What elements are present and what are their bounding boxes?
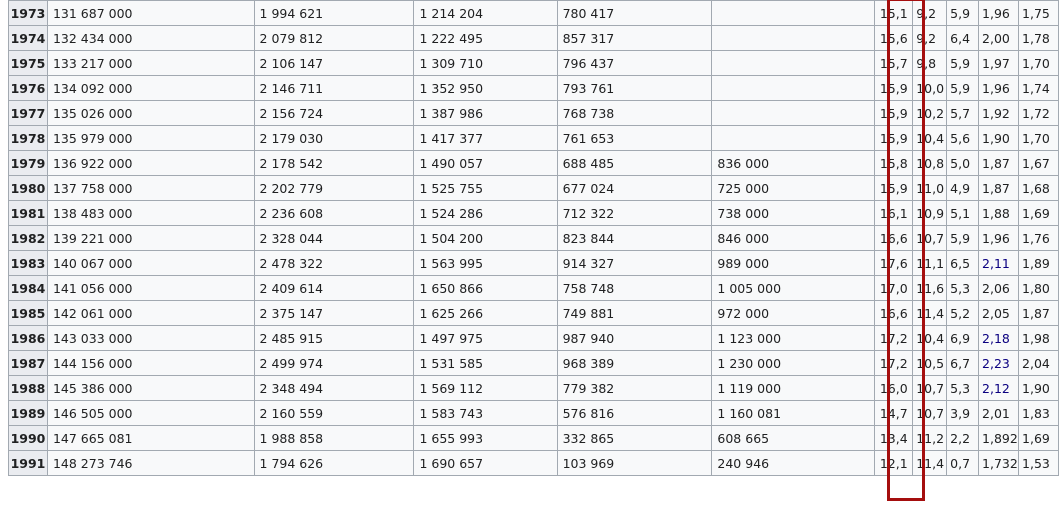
year-cell: 1989 [9,401,48,426]
death-rate-cell: 10,8 [913,151,947,176]
abortions-cell: 972 000 [712,301,875,326]
fertility-rate-cell: 1,97 [979,51,1019,76]
abortions-cell: 1 119 000 [712,376,875,401]
population-cell: 146 505 000 [47,401,254,426]
fertility-rate-extra-cell: 1,53 [1019,451,1059,476]
abortions-cell [712,101,875,126]
table-row [9,276,1059,301]
population-cell: 143 033 000 [47,326,254,351]
abortions-cell [712,51,875,76]
death-rate-cell: 9,2 [913,26,947,51]
natural-change-rate-cell: 6,5 [947,251,979,276]
fertility-rate-cell: 1,96 [979,226,1019,251]
year-cell: 1982 [9,226,48,251]
year-cell: 1984 [9,276,48,301]
natural-change-rate-cell: 5,9 [947,1,979,26]
live-births-cell: 1 794 626 [254,451,414,476]
birth-rate-cell: 16,6 [875,226,913,251]
population-cell: 139 221 000 [47,226,254,251]
fertility-rate-cell: 2,06 [979,276,1019,301]
natural-change-cell: 823 844 [557,226,712,251]
birth-rate-cell: 15,8 [875,151,913,176]
abortions-cell: 725 000 [712,176,875,201]
birth-rate-cell: 15,1 [875,1,913,26]
live-births-cell: 1 994 621 [254,1,414,26]
fertility-rate-extra-cell: 1,87 [1019,301,1059,326]
live-births-cell: 2 160 559 [254,401,414,426]
deaths-cell: 1 569 112 [414,376,557,401]
population-cell: 145 386 000 [47,376,254,401]
population-cell: 137 758 000 [47,176,254,201]
table-wrapper [8,0,1059,476]
abortions-cell: 846 000 [712,226,875,251]
table-row [9,51,1059,76]
deaths-cell: 1 214 204 [414,1,557,26]
deaths-cell: 1 655 993 [414,426,557,451]
table-row [9,26,1059,51]
death-rate-cell: 10,5 [913,351,947,376]
year-cell: 1974 [9,26,48,51]
deaths-cell: 1 524 286 [414,201,557,226]
birth-rate-cell: 15,6 [875,26,913,51]
table-row [9,101,1059,126]
fertility-rate-cell: 1,892 [979,426,1019,451]
birth-rate-cell: 15,9 [875,176,913,201]
fertility-rate-extra-cell: 1,67 [1019,151,1059,176]
table-row [9,1,1059,26]
fertility-rate-extra-cell: 1,70 [1019,51,1059,76]
fertility-rate-extra-cell: 1,75 [1019,1,1059,26]
deaths-cell: 1 352 950 [414,76,557,101]
abortions-cell [712,1,875,26]
deaths-cell: 1 504 200 [414,226,557,251]
birth-rate-cell: 13,4 [875,426,913,451]
year-cell: 1985 [9,301,48,326]
death-rate-cell: 10,7 [913,376,947,401]
live-births-cell: 2 106 147 [254,51,414,76]
natural-change-rate-cell: 3,9 [947,401,979,426]
year-cell: 1981 [9,201,48,226]
birth-rate-cell: 15,9 [875,101,913,126]
deaths-cell: 1 525 755 [414,176,557,201]
fertility-rate-cell: 1,88 [979,201,1019,226]
natural-change-cell: 688 485 [557,151,712,176]
year-cell: 1978 [9,126,48,151]
fertility-rate-cell: 1,96 [979,1,1019,26]
live-births-cell: 2 478 322 [254,251,414,276]
live-births-cell: 1 988 858 [254,426,414,451]
abortions-cell: 608 665 [712,426,875,451]
natural-change-rate-cell: 0,7 [947,451,979,476]
population-cell: 148 273 746 [47,451,254,476]
fertility-rate-cell: 1,92 [979,101,1019,126]
fertility-rate-extra-cell: 1,89 [1019,251,1059,276]
live-births-cell: 2 178 542 [254,151,414,176]
year-cell: 1977 [9,101,48,126]
fertility-rate-cell: 2,00 [979,26,1019,51]
birth-rate-cell: 16,6 [875,301,913,326]
death-rate-cell: 11,4 [913,451,947,476]
natural-change-cell: 987 940 [557,326,712,351]
fertility-rate-cell [979,351,1019,376]
natural-change-rate-cell: 5,9 [947,76,979,101]
live-births-cell: 2 499 974 [254,351,414,376]
natural-change-rate-cell: 5,2 [947,301,979,326]
demographics-table [8,0,1059,476]
natural-change-cell: 332 865 [557,426,712,451]
birth-rate-cell: 17,6 [875,251,913,276]
birth-rate-cell: 15,9 [875,126,913,151]
birth-rate-cell: 14,7 [875,401,913,426]
deaths-cell: 1 387 986 [414,101,557,126]
death-rate-cell: 10,2 [913,101,947,126]
natural-change-cell: 796 437 [557,51,712,76]
table-body [9,1,1059,476]
live-births-cell: 2 146 711 [254,76,414,101]
table-row [9,226,1059,251]
natural-change-rate-cell: 5,0 [947,151,979,176]
birth-rate-cell: 17,0 [875,276,913,301]
death-rate-cell: 11,4 [913,301,947,326]
birth-rate-cell: 15,7 [875,51,913,76]
live-births-cell: 2 236 608 [254,201,414,226]
live-births-cell: 2 079 812 [254,26,414,51]
population-cell: 141 056 000 [47,276,254,301]
fertility-rate-cell: 1,732 [979,451,1019,476]
fertility-rate-cell: 2,05 [979,301,1019,326]
table-row [9,451,1059,476]
fertility-rate-extra-cell: 1,74 [1019,76,1059,101]
table-row [9,301,1059,326]
natural-change-rate-cell: 5,3 [947,376,979,401]
population-cell: 133 217 000 [47,51,254,76]
deaths-cell: 1 563 995 [414,251,557,276]
year-cell: 1976 [9,76,48,101]
abortions-cell: 1 005 000 [712,276,875,301]
death-rate-cell: 10,9 [913,201,947,226]
fertility-rate-extra-cell: 1,69 [1019,426,1059,451]
live-births-cell: 2 485 915 [254,326,414,351]
fertility-rate-cell: 1,96 [979,76,1019,101]
live-births-cell: 2 179 030 [254,126,414,151]
birth-rate-cell: 15,9 [875,76,913,101]
table-row [9,351,1059,376]
abortions-cell [712,26,875,51]
natural-change-cell: 712 322 [557,201,712,226]
year-cell: 1973 [9,1,48,26]
deaths-cell: 1 583 743 [414,401,557,426]
abortions-cell: 1 160 081 [712,401,875,426]
fertility-rate-extra-cell: 1,78 [1019,26,1059,51]
deaths-cell: 1 531 585 [414,351,557,376]
natural-change-cell: 914 327 [557,251,712,276]
fertility-rate-cell [979,376,1019,401]
fertility-rate-extra-cell: 1,70 [1019,126,1059,151]
natural-change-rate-cell: 6,4 [947,26,979,51]
population-cell: 135 026 000 [47,101,254,126]
birth-rate-cell: 17,2 [875,351,913,376]
natural-change-cell: 780 417 [557,1,712,26]
birth-rate-cell: 17,2 [875,326,913,351]
year-cell: 1975 [9,51,48,76]
year-cell: 1979 [9,151,48,176]
table-row [9,176,1059,201]
death-rate-cell: 10,4 [913,326,947,351]
live-births-cell: 2 409 614 [254,276,414,301]
population-cell: 138 483 000 [47,201,254,226]
year-cell: 1986 [9,326,48,351]
abortions-cell: 836 000 [712,151,875,176]
fertility-rate-cell: 2,01 [979,401,1019,426]
natural-change-cell: 779 382 [557,376,712,401]
death-rate-cell: 10,7 [913,401,947,426]
deaths-cell: 1 650 866 [414,276,557,301]
fertility-rate-cell [979,251,1019,276]
year-cell: 1987 [9,351,48,376]
natural-change-cell: 968 389 [557,351,712,376]
natural-change-rate-cell: 5,9 [947,51,979,76]
population-cell: 140 067 000 [47,251,254,276]
natural-change-rate-cell: 4,9 [947,176,979,201]
natural-change-rate-cell: 5,1 [947,201,979,226]
death-rate-cell: 11,2 [913,426,947,451]
birth-rate-cell: 16,1 [875,201,913,226]
fertility-rate-extra-cell: 1,68 [1019,176,1059,201]
abortions-cell: 240 946 [712,451,875,476]
deaths-cell: 1 625 266 [414,301,557,326]
population-cell: 142 061 000 [47,301,254,326]
fertility-rate-link[interactable]: 2,12 [982,380,1010,396]
population-cell: 136 922 000 [47,151,254,176]
fertility-rate-extra-cell: 1,69 [1019,201,1059,226]
fertility-rate-extra-cell: 1,98 [1019,326,1059,351]
fertility-rate-extra-cell: 2,04 [1019,351,1059,376]
table-row [9,151,1059,176]
fertility-rate-cell: 1,90 [979,126,1019,151]
natural-change-cell: 857 317 [557,26,712,51]
live-births-cell: 2 328 044 [254,226,414,251]
death-rate-cell: 10,7 [913,226,947,251]
natural-change-cell: 768 738 [557,101,712,126]
year-cell: 1988 [9,376,48,401]
table-row [9,251,1059,276]
abortions-cell: 989 000 [712,251,875,276]
fertility-rate-cell: 1,87 [979,151,1019,176]
birth-rate-cell: 16,0 [875,376,913,401]
death-rate-cell: 11,6 [913,276,947,301]
live-births-cell: 2 348 494 [254,376,414,401]
population-cell: 132 434 000 [47,26,254,51]
year-cell: 1991 [9,451,48,476]
natural-change-rate-cell: 5,7 [947,101,979,126]
fertility-rate-link[interactable]: 2,23 [982,355,1010,371]
deaths-cell: 1 417 377 [414,126,557,151]
deaths-cell: 1 497 975 [414,326,557,351]
natural-change-cell: 677 024 [557,176,712,201]
live-births-cell: 2 202 779 [254,176,414,201]
year-cell: 1983 [9,251,48,276]
natural-change-cell: 761 653 [557,126,712,151]
natural-change-rate-cell: 6,9 [947,326,979,351]
fertility-rate-extra-cell: 1,72 [1019,101,1059,126]
death-rate-cell: 9,2 [913,1,947,26]
abortions-cell: 1 123 000 [712,326,875,351]
year-cell: 1990 [9,426,48,451]
abortions-cell: 1 230 000 [712,351,875,376]
natural-change-cell: 758 748 [557,276,712,301]
fertility-rate-extra-cell: 1,90 [1019,376,1059,401]
live-births-cell: 2 156 724 [254,101,414,126]
abortions-cell [712,76,875,101]
population-cell: 134 092 000 [47,76,254,101]
table-row [9,76,1059,101]
natural-change-rate-cell: 5,3 [947,276,979,301]
deaths-cell: 1 222 495 [414,26,557,51]
natural-change-rate-cell: 2,2 [947,426,979,451]
death-rate-cell: 10,0 [913,76,947,101]
natural-change-cell: 103 969 [557,451,712,476]
fertility-rate-cell [979,326,1019,351]
natural-change-rate-cell: 5,9 [947,226,979,251]
abortions-cell: 738 000 [712,201,875,226]
fertility-rate-link[interactable]: 2,18 [982,330,1010,346]
deaths-cell: 1 690 657 [414,451,557,476]
death-rate-cell: 11,0 [913,176,947,201]
live-births-cell: 2 375 147 [254,301,414,326]
death-rate-cell: 10,4 [913,126,947,151]
natural-change-rate-cell: 5,6 [947,126,979,151]
natural-change-cell: 749 881 [557,301,712,326]
table-row [9,326,1059,351]
population-cell: 147 665 081 [47,426,254,451]
table-row [9,426,1059,451]
death-rate-cell: 11,1 [913,251,947,276]
deaths-cell: 1 490 057 [414,151,557,176]
fertility-rate-extra-cell: 1,80 [1019,276,1059,301]
population-cell: 135 979 000 [47,126,254,151]
natural-change-rate-cell: 6,7 [947,351,979,376]
table-row [9,376,1059,401]
table-row [9,201,1059,226]
fertility-rate-extra-cell: 1,83 [1019,401,1059,426]
year-cell: 1980 [9,176,48,201]
fertility-rate-extra-cell: 1,76 [1019,226,1059,251]
abortions-cell [712,126,875,151]
table-row [9,401,1059,426]
natural-change-cell: 576 816 [557,401,712,426]
natural-change-cell: 793 761 [557,76,712,101]
population-cell: 131 687 000 [47,1,254,26]
table-row [9,126,1059,151]
fertility-rate-cell: 1,87 [979,176,1019,201]
birth-rate-cell: 12,1 [875,451,913,476]
fertility-rate-link[interactable]: 2,11 [982,255,1010,271]
deaths-cell: 1 309 710 [414,51,557,76]
death-rate-cell: 9,8 [913,51,947,76]
population-cell: 144 156 000 [47,351,254,376]
